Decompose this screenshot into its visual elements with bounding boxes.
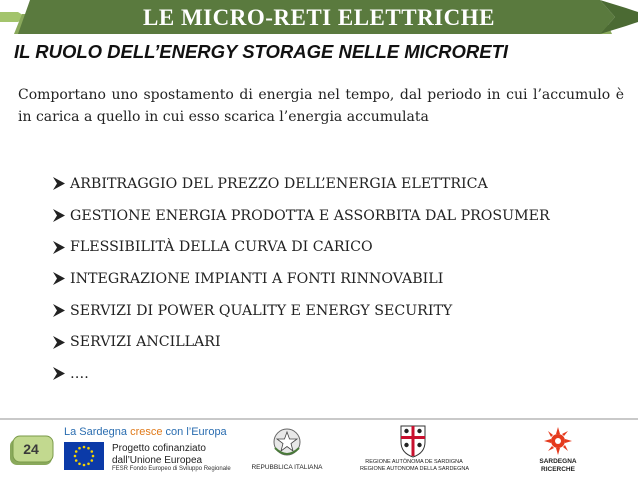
bullet-text: ARBITRAGGIO DEL PREZZO DELL’ENERGIA ELETTRICA: [70, 175, 488, 192]
arrow-bullet-icon: [52, 304, 66, 317]
eu-flag-icon: [64, 442, 104, 470]
bullet-text: SERVIZI DI POWER QUALITY E ENERGY SECURITY: [70, 302, 453, 319]
list-item: [52, 231, 550, 263]
sardegna-ricerche-logo-icon: [543, 426, 573, 456]
eu-brand-tagline: La Sardegna cresce con l’Europa: [64, 426, 227, 438]
arrow-bullet-icon: [52, 336, 66, 349]
arrow-bullet-icon: [52, 177, 66, 190]
list-item: [52, 326, 550, 358]
list-item: [52, 168, 550, 200]
bullet-text: GESTIONE ENERGIA PRODOTTA E ASSORBITA DAL PROSUMER: [70, 207, 550, 224]
page-number: 24: [23, 441, 39, 457]
footer-divider: [0, 418, 638, 420]
list-item: [52, 358, 550, 390]
sardinia-region-crest-icon: [398, 422, 428, 458]
list-item: [52, 263, 550, 295]
bullet-text: INTEGRAZIONE IMPIANTI A FONTI RINNOVABILI: [70, 270, 444, 287]
bullet-text: ….: [70, 365, 89, 382]
arrow-bullet-icon: [52, 367, 66, 380]
eu-cofunding-text: Progetto cofinanziato dall’Unione Europea: [112, 443, 206, 466]
arrow-bullet-icon: [52, 209, 66, 222]
slide-subtitle: IL RUOLO DELL’ENERGY STORAGE NELLE MICRORETI: [14, 41, 509, 62]
intro-paragraph: Comportano uno spostamento di energia nel tempo, dal periodo in cui l’accumulo è in carica a quello in cui esso scarica l’energia accumulata: [18, 87, 624, 125]
sardegna-ricerche-label: SARDEGNA RICERCHE: [539, 458, 577, 473]
title-banner: [0, 0, 638, 34]
eu-fesr-text: FESR Fondo Europeo di Sviluppo Regionale: [112, 466, 231, 472]
list-item: [52, 295, 550, 327]
arrow-bullet-icon: [52, 241, 66, 254]
bullet-text: FLESSIBILITÀ DELLA CURVA DI CARICO: [70, 239, 373, 256]
slide-title: LE MICRO-RETI ELETTRICHE: [143, 5, 495, 30]
republic-label: REPUBBLICA ITALIANA: [251, 464, 323, 471]
region-label: REGIONE AUTÒNOMA DE SARDIGNA REGIONE AUTONOMA DELLA SARDEGNA: [360, 459, 470, 472]
list-item: [52, 200, 550, 232]
bullet-text: SERVIZI ANCILLARI: [70, 334, 221, 351]
italian-republic-emblem-icon: [272, 426, 302, 460]
arrow-bullet-icon: [52, 272, 66, 285]
bullet-list: [52, 168, 550, 390]
